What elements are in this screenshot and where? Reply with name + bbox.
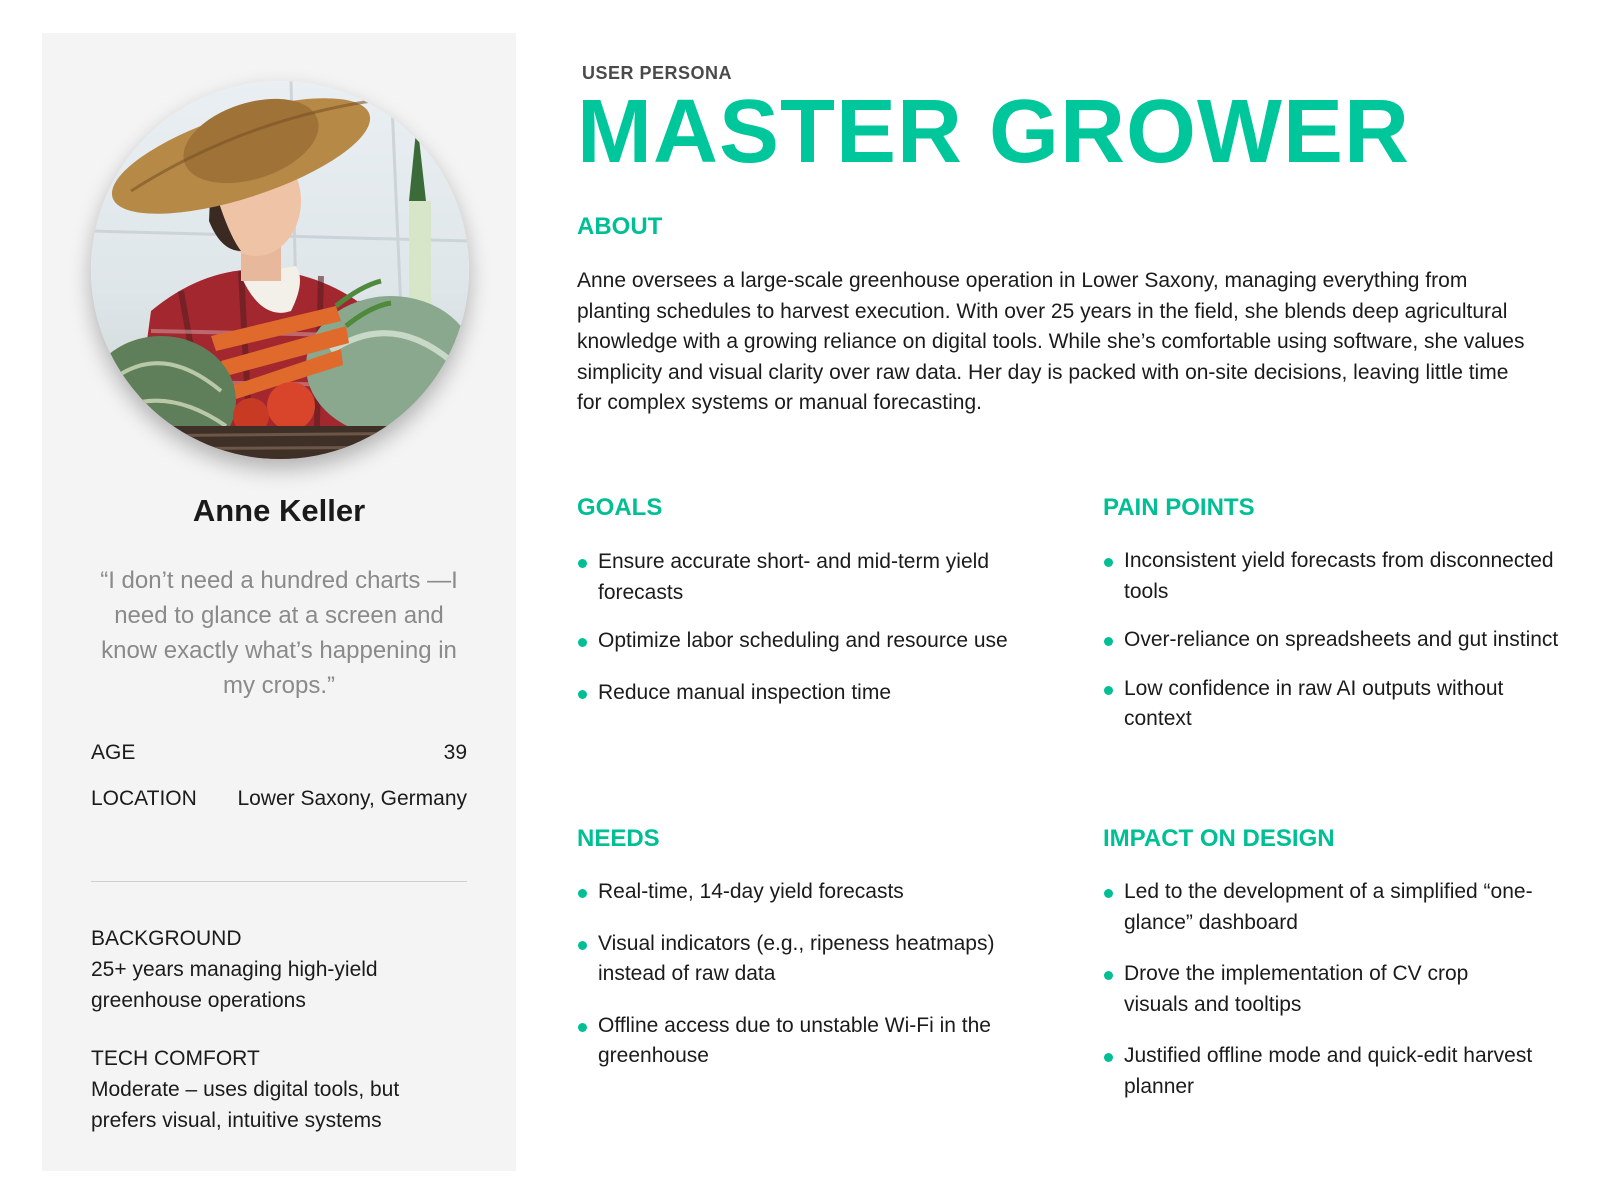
tech-comfort-label: TECH COMFORT bbox=[91, 1047, 260, 1070]
impact-list bbox=[1103, 877, 1533, 1102]
background-text: 25+ years managing high-yield greenhouse operations bbox=[91, 958, 378, 1012]
goal-item: Reduce manual inspection time bbox=[577, 678, 1047, 709]
impact-item: Led to the development of a simplified “one-glance” dashboard bbox=[1103, 877, 1533, 938]
persona-sidebar bbox=[42, 33, 516, 1171]
background-label: BACKGROUND bbox=[91, 927, 242, 950]
age-value: 39 bbox=[443, 741, 467, 764]
age-row bbox=[91, 741, 467, 765]
about-heading: ABOUT bbox=[577, 213, 663, 240]
pain-point-item: Over-reliance on spreadsheets and gut instinct bbox=[1103, 625, 1563, 656]
need-item: Real-time, 14-day yield forecasts bbox=[577, 877, 1047, 908]
impact-item: Justified offline mode and quick-edit harvest planner bbox=[1103, 1041, 1533, 1102]
eyebrow-label: USER PERSONA bbox=[582, 63, 733, 83]
location-value: Lower Saxony, Germany bbox=[237, 787, 467, 810]
tech-comfort-block bbox=[91, 1043, 467, 1136]
pain-point-item: Low confidence in raw AI outputs without context bbox=[1103, 674, 1563, 735]
pain-points-list bbox=[1103, 546, 1563, 735]
tech-comfort-text: Moderate – uses digital tools, but prefers visual, intuitive systems bbox=[91, 1078, 400, 1132]
persona-quote: “I don’t need a hundred charts —I need to glance at a screen and know exactly what’s happening in my crops.” bbox=[100, 567, 458, 699]
goals-heading: GOALS bbox=[577, 494, 663, 521]
goal-item: Optimize labor scheduling and resource use bbox=[577, 626, 1047, 657]
location-label: LOCATION bbox=[91, 787, 197, 810]
age-label: AGE bbox=[91, 741, 136, 764]
goals-list bbox=[577, 547, 1047, 708]
sidebar-divider bbox=[91, 881, 467, 882]
impact-item: Drove the implementation of CV crop visuals and tooltips bbox=[1103, 959, 1533, 1020]
pain-points-heading: PAIN POINTS bbox=[1103, 494, 1255, 521]
need-item: Offline access due to unstable Wi-Fi in the greenhouse bbox=[577, 1011, 1047, 1072]
impact-heading: IMPACT ON DESIGN bbox=[1103, 825, 1335, 852]
needs-heading: NEEDS bbox=[577, 825, 660, 852]
persona-name: Anne Keller bbox=[192, 493, 366, 528]
farmer-portrait-image bbox=[91, 81, 469, 459]
location-row bbox=[91, 787, 467, 811]
pain-point-item: Inconsistent yield forecasts from disconnected tools bbox=[1103, 546, 1563, 607]
needs-list bbox=[577, 877, 1047, 1072]
background-block bbox=[91, 923, 467, 1016]
page-title: MASTER GROWER bbox=[577, 82, 1410, 182]
goal-item: Ensure accurate short- and mid-term yield forecasts bbox=[577, 547, 1047, 608]
need-item: Visual indicators (e.g., ripeness heatmaps) instead of raw data bbox=[577, 929, 1047, 990]
persona-photo bbox=[91, 81, 469, 459]
about-text: Anne oversees a large-scale greenhouse operation in Lower Saxony, managing everything from planting schedules to harvest execution. With over 25 years in the field, she blends deep agricultural knowledge with a growing reliance on digital tools. While she’s comfortable using software, she values simplicity and visual clarity over raw data. Her day is packed with on-site decisions, leaving little time for complex systems or manual forecasting. bbox=[577, 269, 1525, 414]
